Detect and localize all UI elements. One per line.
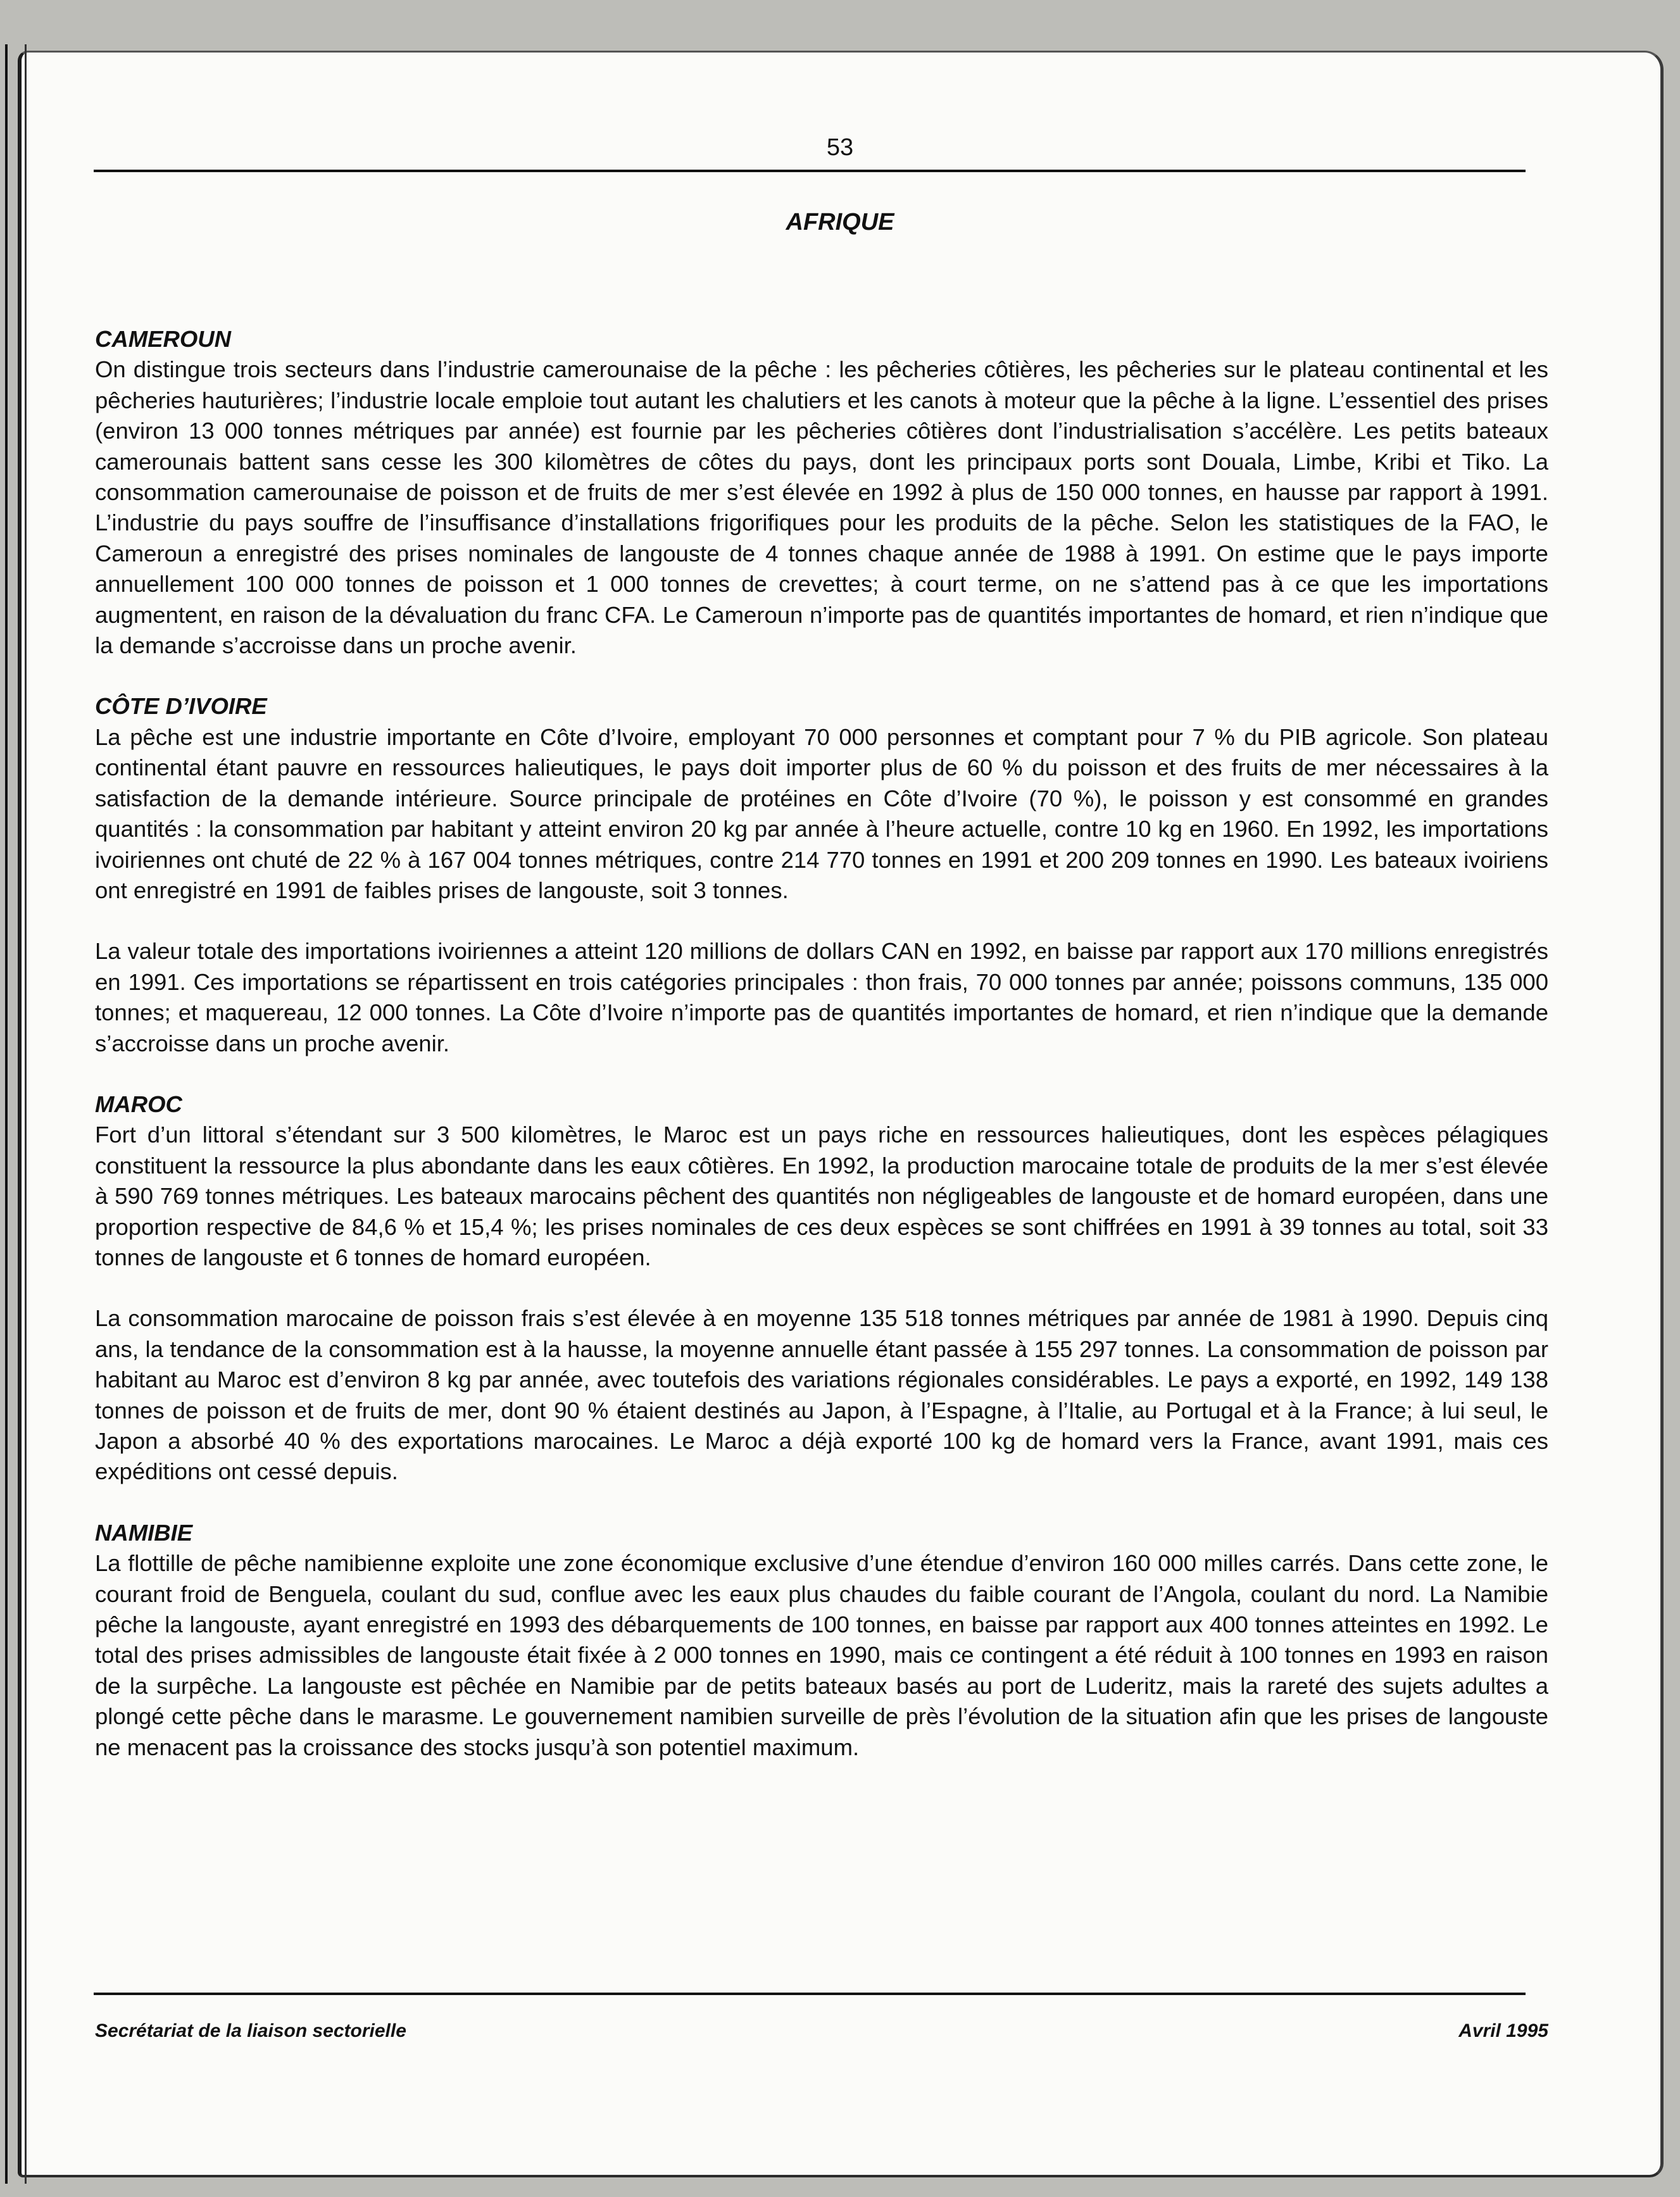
paragraph: On distingue trois secteurs dans l’industrie camerounaise de la pêche : les pêcheries côtières, les pêcheries sur le plateau continental et les pêcheries hauturières; l’industrie locale emploie tout autant les chalutiers et les canots à moteur que la pêche à la ligne. L’essentiel des prises (environ 13 000 tonnes métriques par année) est fournie par les pêcheries côtières dont l’industrialisation s’accélère. Les petits bateaux camerounais battent sans cesse les 300 kilomètres de côtes du pays, dont les principaux ports sont Douala, Limbe, Kribi et Tiko. La consommation camerounaise de poisson et de fruits de mer s’est élevée en 1992 à plus de 150 000 tonnes, en hausse par rapport à 1991. L’industrie du pays souffre de l’insuffisance d’installations frigorifiques pour les produits de la pêche. Selon les statistiques de la FAO, le Cameroun a enregistré des prises nominales de langouste de 4 tonnes chaque année de 1988 à 1991. On estime que le pays importe annuellement 100 000 tonnes de poisson et 1 000 tonnes de crevettes; à court terme, on ne s’attend pas à ce que les importations augmentent, en raison de la dévaluation du franc CFA. Le Cameroun n’importe pas de quantités importantes de homard, et rien n’indique que la demande s’accroisse dans un proche avenir.	[95, 356, 1548, 659]
paragraph: La flottille de pêche namibienne exploite une zone économique exclusive d’une étendue d’environ 160 000 milles carrés. Dans cette zone, le courant froid de Benguela, coulant du sud, conflue avec les eaux plus chaudes du faible courant de l’Angola, coulant du nord. La Namibie pêche la langouste, ayant enregistré en 1993 des débarquements de 100 tonnes, en baisse par rapport aux 400 tonnes atteintes en 1992. Le total des prises admissibles de langouste était fixée à 2 000 tonnes en 1990, mais ce contingent a été réduit à 100 tonnes en 1993 en raison de la surpêche. La langouste est pêchée en Namibie par de petits bateaux basés au port de Luderitz, mais la rareté des sujets adultes a plongé cette pêche dans le marasme. Le gouvernement namibien surveille de près l’évolution de la situation afin que les prises de langouste ne menacent pas la croissance des stocks jusqu’à son potentiel maximum.	[95, 1550, 1548, 1760]
page-footer	[95, 2020, 1548, 2042]
region-heading: AFRIQUE	[786, 209, 894, 235]
section-title: CÔTE D’IVOIRE	[95, 693, 267, 720]
footer-right: Avril 1995	[1458, 2020, 1548, 2041]
section-namibie	[95, 1518, 1548, 1763]
section-maroc	[95, 1089, 1548, 1487]
section-title: NAMIBIE	[95, 1519, 193, 1546]
header-rule	[94, 170, 1526, 172]
section-title: CAMEROUN	[95, 326, 231, 352]
paragraph: La consommation marocaine de poisson frais s’est élevée à en moyenne 135 518 tonnes métriques par année de 1981 à 1990. Depuis cinq ans, la tendance de la consommation est à la hausse, la moyenne annuelle étant passée à 155 297 tonnes. La consommation de poisson par habitant au Maroc est d’environ 8 kg par année, avec toutefois des variations régionales considérables. Le pays a exporté, en 1992, 149 138 tonnes de poisson et de fruits de mer, dont 90 % étaient destinés au Japon, à l’Espagne, à l’Italie, au Portugal et à la France; à lui seul, le Japon a absorbé 40 % des exportations marocaines. Le Maroc a déjà exporté 100 kg de homard vers la France, avant 1991, mais ces expéditions ont cessé depuis.	[95, 1305, 1548, 1485]
footer-rule	[94, 1993, 1526, 1995]
document-body	[95, 324, 1548, 1763]
footer-left: Secrétariat de la liaison sectorielle	[95, 2020, 406, 2041]
paragraph: Fort d’un littoral s’étendant sur 3 500 kilomètres, le Maroc est un pays riche en ressources halieutiques, dont les espèces pélagiques constituent la ressource la plus abondante dans les eaux côtières. En 1992, la production marocaine totale de produits de la mer s’est élevée à 590 769 tonnes métriques. Les bateaux marocains pêchent des quantités non négligeables de langouste et de homard européen, dans une proportion respective de 84,6 % et 15,4 %; les prises nominales de ces deux espèces se sont chiffrées en 1991 à 39 tonnes au total, soit 33 tonnes de langouste et 6 tonnes de homard européen.	[95, 1122, 1548, 1270]
paragraph: La pêche est une industrie importante en Côte d’Ivoire, employant 70 000 personnes et comptant pour 7 % du PIB agricole. Son plateau continental étant pauvre en ressources halieutiques, le pays doit importer plus de 60 % du poisson et des fruits de mer nécessaires à la satisfaction de la demande intérieure. Source principale de protéines en Côte d’Ivoire (70 %), le poisson y est consommé en grandes quantités : la consommation par habitant y atteint environ 20 kg par année à l’heure actuelle, contre 10 kg en 1960. En 1992, les importations ivoiriennes ont chuté de 22 % à 167 004 tonnes métriques, contre 214 770 tonnes en 1991 et 200 209 tonnes en 1990. Les bateaux ivoiriens ont enregistré en 1991 de faibles prises de langouste, soit 3 tonnes.	[95, 723, 1548, 903]
section-cote-divoire	[95, 691, 1548, 1058]
section-cameroun	[95, 324, 1548, 661]
binding-edge	[5, 44, 27, 2184]
paragraph: La valeur totale des importations ivoiriennes a atteint 120 millions de dollars CAN en 1992, en baisse par rapport aux 170 millions enregistrés en 1991. Ces importations se répartissent en trois catégories principales : thon frais, 70 000 tonnes par année; poissons communs, 135 000 tonnes; et maquereau, 12 000 tonnes. La Côte d’Ivoire n’importe pas de quantités importantes de homard, et rien n’indique que la demande s’accroisse dans un proche avenir.	[95, 938, 1548, 1056]
page-number: 53	[826, 134, 854, 161]
section-title: MAROC	[95, 1091, 182, 1117]
